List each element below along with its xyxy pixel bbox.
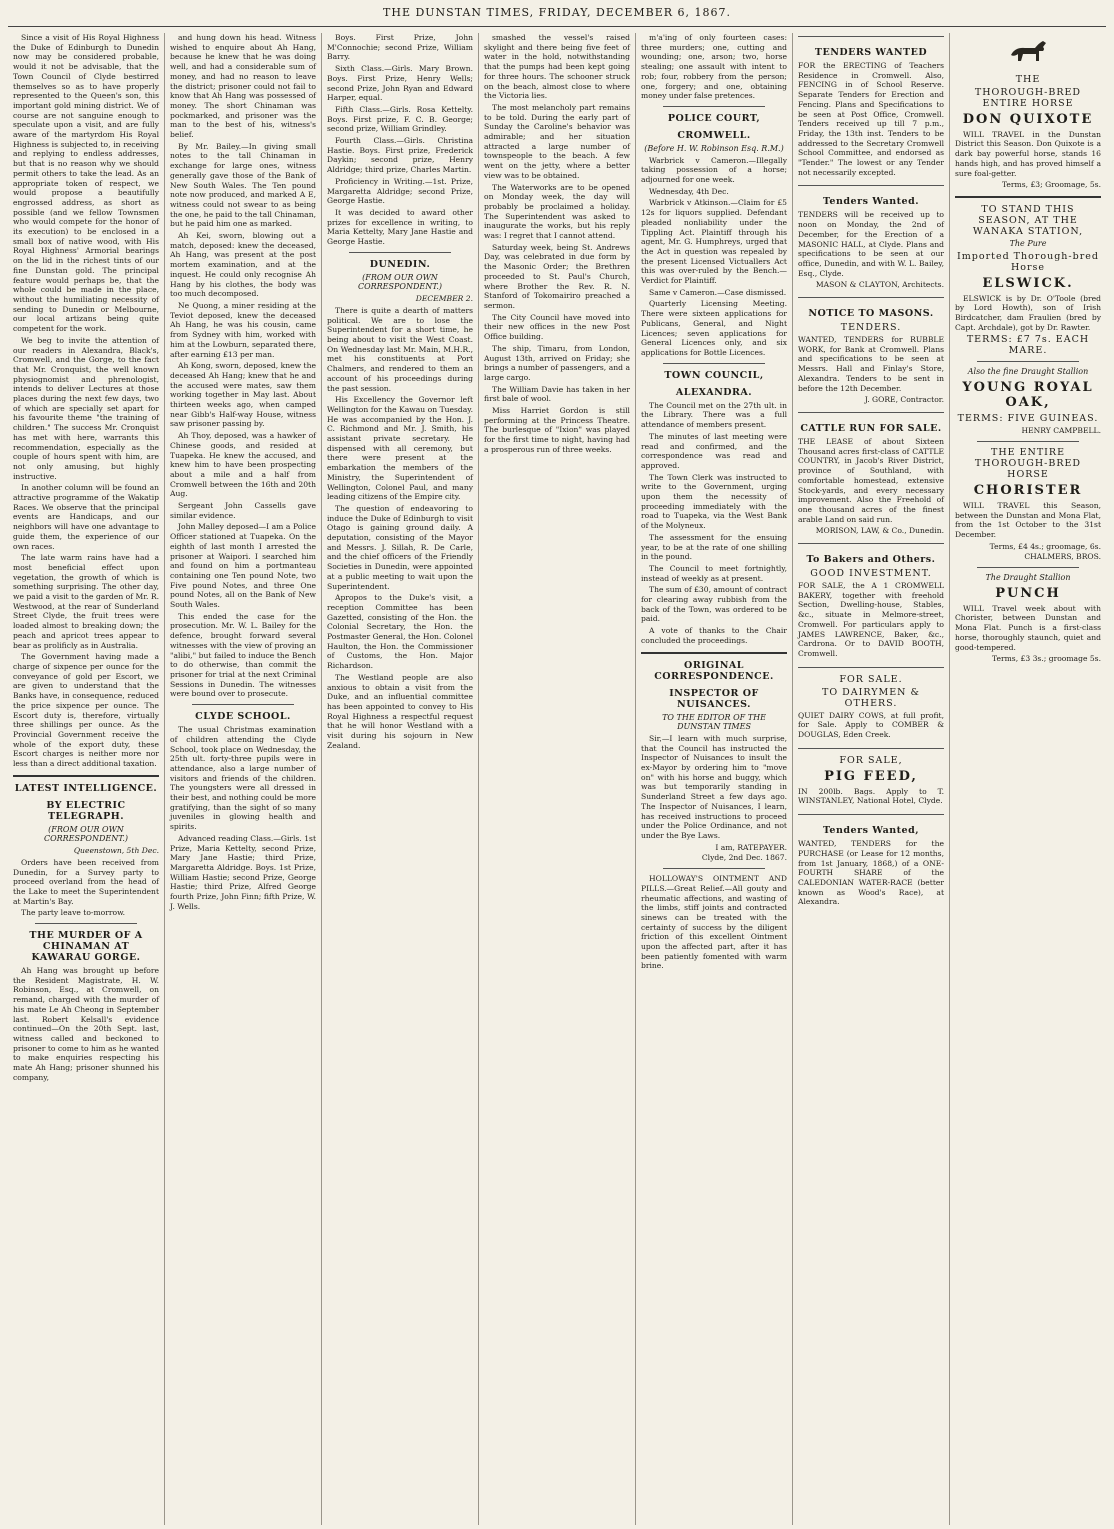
wanaka-heading: TO STAND THIS SEASON, AT THE WANAKA STATION,: [972, 203, 1084, 237]
article-paragraph: Saturday week, being St. Andrews Day, was celebrated in due form by the Masonic Order; the Brethren proceeded to St. Paul's Church, where Brother the Rev. R. N. Stanford of Tokomairiro preached a sermon.: [484, 242, 630, 310]
ad-dairy-cows: [798, 667, 944, 745]
article-paragraph: His Excellency the Governor left Wellington for the Kawau on Tuesday. He was accompanied by the Hon. J. C. Richmond and Mr. J. Smith, his assistant private secretary. He dispensed with all ceremony, but there were present at the embarkation the members of the Ministry, the Superintendent of Wellington, Colonel Paul, and many leading citizens of the Empire city.: [327, 395, 473, 502]
ad-terms: Terms, £3 3s.; groomage 5s.: [992, 654, 1101, 664]
article-paragraph: The Waterworks are to be opened on Monday week, the day will probably be proclaimed a holiday. The Superintendent was asked to inaugurate the works, but his reply was: I regret that I cannot attend.: [484, 182, 630, 241]
clyde-school-heading: CLYDE SCHOOL.: [195, 711, 291, 723]
pure-label: The Pure: [1009, 238, 1047, 248]
ad-text: WILL Travel week about with Chorister, between Dunstan and Mona Flat. Punch is a first-class horse, thoroughly staunch, quiet and good-tempered.: [955, 603, 1101, 652]
ad-subheading: TO DAIRYMEN & OTHERS.: [822, 686, 920, 709]
latest-heading: LATEST INTELLIGENCE.: [14, 782, 158, 794]
article-paragraph: The Government having made a charge of sixpence per ounce for the conveyance of gold per Escort, we are given to understand that the Banks have, in consequence, reduced the price sixpence per ounce. The Escort duty is, therefore, virtually three shillings per ounce. As the Provincial Government receive the whole of the export duty, these Escort charges is neither more nor less than a direct additional taxation.: [13, 652, 159, 769]
article-paragraph: Miss Harriet Gordon is still performing at the Princess Theatre. The burlesque of "Ixion" was played for the first time to night, having had a prosperous run of three weeks.: [484, 406, 630, 454]
divider: [192, 704, 294, 705]
article-paragraph: Wednesday, 4th Dec.: [649, 186, 729, 196]
ad-text: ELSWICK is by Dr. O'Toole (bred by Lord Howth), son of Irish Birdcatcher, dam Fraulien (bred by Capt. Archdale), got by Dr. Rawter.: [955, 293, 1101, 332]
article-paragraph: The Town Clerk was instructed to write to the Government, urging upon them the necessity of proceeding immediately with the road to Tuapeka, via the West Bank of the Molyneux.: [641, 472, 787, 531]
article-paragraph: The late warm rains have had a most beneficial effect upon vegetation, the growth of which is something surprising. The other day, we paid a visit to the garden of Mr. R. Westwood, at the rear of Sunderland Street Clyde, the fruit trees were loaded almost to breaking down; the peach and apricot trees appear to bear as prolificly as in Australia.: [13, 553, 159, 650]
bench-label: (Before H. W. Robinson Esq. R.M.): [644, 143, 784, 153]
ad-heading: Tenders Wanted,: [822, 825, 920, 837]
punch-label: The Draught Stallion: [985, 573, 1071, 583]
ad-water-race: [798, 814, 944, 912]
correspondent-label: (FROM OUR OWN CORRESPONDENT.): [357, 272, 443, 292]
article-paragraph: Ah Kong, sworn, deposed, knew the deceased Ah Hang; knew that he and the accused were mates, saw them working together in May last. About thirteen weeks ago, when camped near Gibb's Half-way House, witness saw prisoner passing by.: [170, 361, 316, 429]
article-paragraph: Sir,—I learn with much surprise, that the Council has instructed the Inspector of Nuisances to insult the ex-Mayor by ordering him to "move on" with his horse and buggy, which was but temporarily standing in Sunderland Street a few days ago. The Inspector of Nuisances, I learn, has received instructions to proceed under the Police Ordinance, and not under the Bye Laws.: [641, 733, 787, 840]
columns: [8, 33, 1106, 1525]
ad-heading: FOR SALE.: [839, 673, 903, 685]
ad-text: IN 200lb. Bags. Apply to T. WINSTANLEY, National Hotel, Clyde.: [798, 786, 944, 806]
ad-text: QUIET DAIRY COWS, at full profit, for Sale. Apply to COMBER & DOUGLAS, Eden Creek.: [798, 710, 944, 740]
divider: [955, 196, 1101, 198]
dunedin-heading: DUNEDIN.: [369, 258, 431, 270]
article-paragraph: The sum of £30, amount of contract for clearing away rubbish from the back of the Town, was ordered to be paid.: [641, 585, 787, 624]
article-paragraph: Warbrick v Cameron.—Illegally taking possession of a horse; adjourned for one week.: [641, 155, 787, 185]
divider: [663, 868, 765, 869]
divider: [977, 567, 1079, 568]
ad-signature: CHALMERS, BROS.: [1024, 552, 1101, 562]
correspondent-label: (FROM OUR OWN CORRESPONDENT.): [43, 824, 129, 844]
article-paragraph: A vote of thanks to the Chair concluded the proceedings.: [641, 626, 787, 645]
article-paragraph: smashed the vessel's raised skylight and there being five feet of water in the hold, notwithstanding that the pumps had been kept going for three hours. The schooner struck on the beach, almost close to where the Victoria lies.: [484, 33, 630, 101]
town-council-subheading: ALEXANDRA.: [675, 386, 753, 398]
letter-signature: I am, RATEPAYER.: [715, 842, 787, 852]
oak-heading: YOUNG ROYAL OAK,: [962, 380, 1094, 411]
column-2: [165, 33, 322, 1525]
inspector-heading: INSPECTOR OF NUISANCES.: [669, 687, 759, 710]
article-paragraph: We beg to invite the attention of our readers in Alexandra, Black's, Cromwell, and the Gorge, to the fact that Mr. Cronquist, the well known physiognomist and phrenologist, intends to deliver Lectures at those places during the next few days, two of which are specially set apart for his favourite theme "the training of children." The success Mr. Cronquist has met with here, warrants this recommendation, especially as the couple of hours spent with him, are not only amusing, but highly instructive.: [13, 335, 159, 481]
article-paragraph: Ah Thoy, deposed, was a hawker of Chinese goods, and resided at Tuapeka. He knew the accused, and knew him to have been prospecting about a mile and a half from Cromwell between the 16th and 20th Aug.: [170, 431, 316, 499]
divider: [977, 441, 1079, 442]
ad-subheading: TENDERS.: [840, 322, 902, 334]
original-correspondence-heading: ORIGINAL CORRESPONDENCE.: [654, 659, 774, 682]
police-court-heading: POLICE COURT,: [667, 112, 761, 124]
article-paragraph: Same v Cameron.—Case dismissed.: [649, 287, 787, 297]
article-paragraph: The minutes of last meeting were read and confirmed, and the correspondence was read and approved.: [641, 431, 787, 470]
ad-title: PIG FEED,: [824, 768, 918, 784]
ad-subheading: GOOD INVESTMENT.: [810, 568, 932, 580]
divider: [663, 363, 765, 364]
ad-pig-feed: [798, 748, 944, 811]
divider: [641, 652, 787, 654]
column-4: [479, 33, 636, 1525]
oak-label: Also the fine Draught Stallion: [967, 367, 1089, 377]
ad-text: WANTED, TENDERS for RUBBLE WORK, for Bank at Cromwell. Plans and specifications to be seen at Messrs. Hall and Finlay's Store, Alexandra. Tenders to be sent in before the 12th December.: [798, 335, 944, 393]
article-paragraph: In another column will be found an attractive programme of the Wakatip Races. We observe that the principal events are Handicaps, and our neighbors will have one advantage to guide them, the experience of our own races.: [13, 483, 159, 551]
article-paragraph: The Council to meet fortnightly, instead of weekly as at present.: [641, 563, 787, 583]
ad-signature: MORISON, LAW, & Co., Dunedin.: [815, 526, 944, 536]
article-paragraph: Orders have been received from Dunedin, for a Survey party to proceed overland from the head of the Lake to meet the Superintendent at Martin's Bay.: [13, 857, 159, 906]
ad-signature: HENRY CAMPBELL.: [1021, 426, 1101, 436]
divider: [977, 361, 1079, 362]
article-paragraph: Since a visit of His Royal Highness the Duke of Edinburgh to Dunedin now may be considered probable, would it not be advisable, that the Town Council of Clyde bestirred themselves so as to have properly represented to the Queen's son, this important gold mining district. We of course are not sanguine enough to speculate upon a visit, and are fully aware of the martyrdom His Royal Highness is subjected to, in receiving and replying to endless addresses, but that is no reason why we should permit others to take the lead. As an appropriate token of respect, we would propose a beautifully engrossed address, as short as possible (and we fellow Townsmen who would compete for the honor of its execution) to be enclosed in a small box of native wood, with His Royal Highness' Armorial bearings on the lid in the richest tints of our fine Dunstan gold. The principal feature would perhaps be, that the whole could be made in the place, without the humiliating necessity of sending to Dunedin or Melbourne, our local artizans being quite competent for the work.: [13, 33, 159, 334]
article-paragraph: The William Davie has taken in her first bale of wool.: [484, 384, 630, 404]
ad-bakery: [798, 543, 944, 664]
ad-heading: To Bakers and Others.: [806, 554, 936, 566]
article-paragraph: m'a'ing of only fourteen cases: three murders; one, cutting and wounding; one, arson; two, horse stealing; one assault with intent to rob; four, robbery from the person; one, forgery; and one, obtaining money under false pretences.: [641, 33, 787, 101]
ad-heading: Tenders Wanted.: [822, 196, 920, 208]
article-paragraph: Apropos to the Duke's visit, a reception Committee has been Gazetted, consisting of the Hon. the Colonial Secretary, the Hon. the Postmaster General, the Hon. Colonel Haulton, the Hon. the Commissioner of Customs, the Hon. Major Richardson.: [327, 593, 473, 671]
ad-signature: MASON & CLAYTON, Architects.: [815, 280, 944, 290]
ad-tenders: [798, 36, 944, 182]
dateline: DECEMBER 2.: [415, 294, 473, 304]
article-paragraph: The Westland people are also anxious to obtain a visit from the Duke, and an influential committee has been appointed to convey to His Royal Highness a respectful request that he will honor Westland with a visit during his sojourn in New Zealand.: [327, 672, 473, 750]
ad-heading: CATTLE RUN FOR SALE.: [800, 422, 942, 434]
dateline: Queenstown, 5th Dec.: [73, 846, 159, 856]
ad-text: WILL TRAVEL in the Dunstan District this Season. Don Quixote is a dark bay powerful horse, stands 16 hands high, and has proved himself a sure foal-getter.: [955, 129, 1101, 178]
divider: [35, 923, 137, 924]
murder-heading: THE MURDER OF A CHINAMAN AT KAWARAU GORGE.: [29, 930, 143, 964]
elswick-heading: ELSWICK.: [982, 275, 1074, 291]
quixote-heading: DON QUIXOTE: [962, 111, 1094, 127]
article-paragraph: The Council met on the 27th ult. in the Library. There was a full attendance of members present.: [641, 400, 787, 430]
divider: [13, 775, 159, 777]
article-paragraph: Quarterly Licensing Meeting. There were sixteen applications for Publicans, General, and Night Licences; seven applications for General Licences only, and six applications for Bottle Licences.: [641, 299, 787, 357]
chorister-heading: CHORISTER: [973, 482, 1083, 498]
town-council-heading: TOWN COUNCIL,: [664, 369, 764, 381]
article-paragraph: Boys. First Prize, John M'Connochie; second Prize, William Barry.: [327, 33, 473, 62]
article-paragraph: This ended the case for the prosecution. Mr. W. L. Bailey for the defence, brought forward several witnesses with the view of proving an "alibi," but failed to induce the Bench to do otherwise, than commit the prisoner for trial at the next Criminal Sessions in Dunedin. The witnesses were bound over to prosecute.: [170, 611, 316, 699]
ad-text: WILL TRAVEL this Season, between the Dunstan and Mona Flat, from the 1st October to the 31st December.: [955, 500, 1101, 539]
article-paragraph: Sergeant John Cassells gave similar evidence.: [170, 501, 316, 520]
article-paragraph: John Malley deposed—I am a Police Officer stationed at Tuapeka. On the eighth of last month I arrested the prisoner at Waipori. I searched him and found on him a portmanteau containing one Ten pound Note, two Five pound Notes, and three One pound Notes, all on the Bank of New South Wales.: [170, 522, 316, 610]
article-paragraph: By Mr. Bailey.—In giving small notes to the tall Chinaman in exchange for large ones, witness generally gave those of the Bank of New South Wales. The Ten pound note now produced, and marked A E, witness could not swear to as being the one, he paid to the tall Chinaman, but he paid him one as marked.: [170, 141, 316, 229]
ad-terms: Terms, £4 4s.; groomage, 6s.: [989, 541, 1101, 551]
ad-cattle-run: [798, 412, 944, 540]
ad-terms: TERMS: FIVE GUINEAS.: [957, 413, 1099, 425]
ad-heading: NOTICE TO MASONS.: [808, 308, 934, 320]
article-paragraph: Fourth Class.—Girls. Christina Hastie. Boys. First prize, Frederick Daykin; second prize, Henry Aldridge; third prize, Charles Martin.: [327, 136, 473, 175]
column-3: [322, 33, 479, 1525]
divider: [663, 106, 765, 107]
ad-terms: Terms, £3; Groomage, 5s.: [1001, 180, 1101, 190]
imported-label: Imported Thorough-bred Horse: [957, 250, 1099, 273]
article-paragraph: Ah Hang was brought up before the Resident Magistrate, H. W. Robinson, Esq., at Cromwell, on remand, charged with the murder of his mate Le Ah Cheong in September last. Robert Kelsall's evidence continued—On the 20th Sept. last, witness called and beckoned to prisoner to come to him as he wanted to make enquiries respecting his mate Ah Hang; prisoner shunned his company,: [13, 966, 159, 1082]
column-5: [636, 33, 793, 1525]
divider: [349, 252, 451, 253]
ad-heading: TENDERS WANTED: [814, 47, 928, 58]
ad-text: TENDERS will be received up to noon on Monday, the 2nd of December, for the Erection of a MASONIC HALL, at Clyde. Plans and specifications to be seen at our office, Dunedin, and with W. L. Bailey, Esq., Clyde.: [798, 210, 944, 278]
article-paragraph: Ah Kei, sworn, blowing out a match, deposed: knew the deceased, Ah Hang, was present at the post mortem examination, and at the inquest. He could only recognise Ah Hang by his clothes, the body was too much decomposed.: [170, 231, 316, 299]
telegraph-heading: BY ELECTRIC TELEGRAPH.: [46, 799, 126, 822]
article-paragraph: and hung down his head. Witness wished to enquire about Ah Hang, because he knew that he was doing well, and had a considerable sum of money, and had no reason to leave the district; prisoner could not fail to know that Ah Hang was possessed of money. The short Chinaman was pockmarked, and prisoner was the man to the best of his, witness's belief.: [170, 33, 316, 140]
column-7: [950, 33, 1106, 1525]
article-paragraph: The ship, Timaru, from London, August 13th, arrived on Friday; she brings a number of passengers, and a large cargo.: [484, 343, 630, 382]
article-paragraph: Advanced reading Class.—Girls. 1st Prize, Maria Kettelty, second Prize, Mary Jane Hastie; third Prize, Margaretta Aldridge. Boys. 1st Prize, William Hastie; second Prize, George Hastie; third Prize, Alfred George fourth Prize, John Finn; fifth Prize, W. J. Wells.: [170, 833, 316, 911]
article-paragraph: The City Council have moved into their new offices in the new Post Office building.: [484, 312, 630, 342]
article-paragraph: Fifth Class.—Girls. Rosa Kettelty. Boys. First prize, F. C. B. George; second prize, William Grindley.: [327, 104, 473, 134]
ad-signature: J. GORE, Contractor.: [864, 395, 944, 405]
ad-terms: TERMS: £7 7s. EACH MARE.: [966, 334, 1090, 357]
article-paragraph: The assessment for the ensuing year, to be at the rate of one shilling in the pound.: [641, 532, 787, 562]
article-paragraph: Warbrick v Atkinson.—Claim for £5 12s for liquors supplied. Defendant pleaded nonliability under the Tippling Act. Plaintiff through his agent, Mr. G. Humphreys, urged that the Act in question was repealed by the present Licensed Victuallers Act this was over-ruled by the Bench.—Verdict for Plaintiff.: [641, 198, 787, 286]
letter-salutation: TO THE EDITOR OF THE DUNSTAN TIMES: [662, 712, 766, 732]
letter-date: Clyde, 2nd Dec. 1867.: [701, 853, 787, 863]
article-paragraph: The question of endeavoring to induce the Duke of Edinburgh to visit Otago is gaining ground daily. A deputation, consisting of the Mayor and Messrs. J. Sillah, R. De Carle, and the chief officers of the Friendly Societies in Dunedin, were appointed at a public meeting to wait upon the Superintendent.: [327, 503, 473, 591]
chorister-label: THE ENTIRE THOROUGH-BRED HORSE: [974, 446, 1082, 480]
ad-masonic-hall: [798, 185, 944, 294]
ad-masons: [798, 297, 944, 409]
article-paragraph: It was decided to award other prizes for excellence in writing, to Maria Kettelty, Mary Jane Hastie and George Hastie.: [327, 207, 473, 247]
ad-text: FOR SALE, the A 1 CROMWELL BAKERY, together with freehold Section, Dwelling-house, Stables, &c., situate in Melmore-street, Cromwell. For particulars apply to JAMES LAWRENCE, Baker, &c., Cardrona. Or to DAVID BOOTH, Cromwell.: [798, 581, 944, 658]
article-paragraph: There is quite a dearth of matters political. We are to lose the Superintendent for a short time, he being about to visit the West Coast. On Wednesday last Mr. Main, M.H.R., met his constituents at Port Chalmers, and rendered to them an account of his proceedings during the past session.: [327, 305, 473, 393]
article-paragraph: Proficiency in Writing.—1st. Prize, Margaretta Aldridge; second Prize, George Hastie.: [327, 176, 473, 206]
ad-text: THE LEASE of about Sixteen Thousand acres first-class of CATTLE COUNTRY, in Jacob's River District, province of Southland, with comfortable homestead, extensive Stock-yards, and every necessary improvement. Also the Freehold of one thousand acres of the finest arable Land on said run.: [798, 436, 944, 524]
article-paragraph: The party leave to-morrow.: [21, 908, 126, 918]
the-label: THE: [1015, 73, 1041, 85]
column-1: [8, 33, 165, 1525]
article-paragraph: The usual Christmas examination of children attending the Clyde School, took place on Wednesday, the 25th ult. forty-three pupils were in attendance, also a large number of visitors and friends of the children. The youngsters were all dressed in their best, and nothing could be more gratifying, than the sight of so many juveniles in glowing health and spirits.: [170, 725, 316, 832]
article-paragraph: The most melancholy part remains to be told. During the early part of Sunday the Caroline's behavior was admirable; and her situation attracted a large number of townspeople to the beach. A few went on the jetty, where a better view was to be obtained.: [484, 102, 630, 180]
column-6: [793, 33, 950, 1525]
ad-heading: FOR SALE,: [839, 754, 903, 766]
police-court-subheading: CROMWELL.: [677, 129, 751, 141]
ad-text: FOR the ERECTING of Teachers Residence in Cromwell. Also, FENCING in of School Reserve. Separate Tenders for Erection and Fencing. Plans and Specifications to be seen at Post Office, Cromwell. Tenders received up till 7 p.m., Friday, the 13th inst. Tenders to be addressed to the Secretary Cromwell School Committee, and endorsed as "Tender." The lowest or any Tender not necessarily excepted.: [798, 61, 944, 177]
article-paragraph: HOLLOWAY'S OINTMENT AND PILLS.—Great Relief.—All gouty and rheumatic affections, and wasting of the limbs, stiff joints and contracted sinews can be treated with the certainty of success by the diligent friction of this excellent Ointment upon the affected part, after it has been patiently fomented with warm brine.: [641, 874, 787, 971]
masthead: THE DUNSTAN TIMES, FRIDAY, DECEMBER 6, 1867.: [8, 6, 1106, 27]
horse-heading: THOROUGH-BRED ENTIRE HORSE: [974, 86, 1082, 109]
article-paragraph: Ne Quong, a miner residing at the Teviot deposed, knew the deceased Ah Hang, he was his cousin, came from Sydney with him, worked with him at the Lowburn, separated there, after earning £13 per man.: [170, 300, 316, 359]
horse-icon: [955, 37, 1101, 70]
article-paragraph: Sixth Class.—Girls. Mary Brown. Boys. First Prize, Henry Wells; second Prize, John Ryan and Edward Harper, equal.: [327, 64, 473, 103]
ad-text: WANTED, TENDERS for the PURCHASE (or Lease for 12 months, from 1st January, 1868,) of a ONE-FOURTH SHARE of the CALEDONIAN WATER-RACE (better known as Wood's Race), at Alexandra.: [798, 839, 944, 907]
punch-heading: PUNCH: [995, 585, 1061, 601]
